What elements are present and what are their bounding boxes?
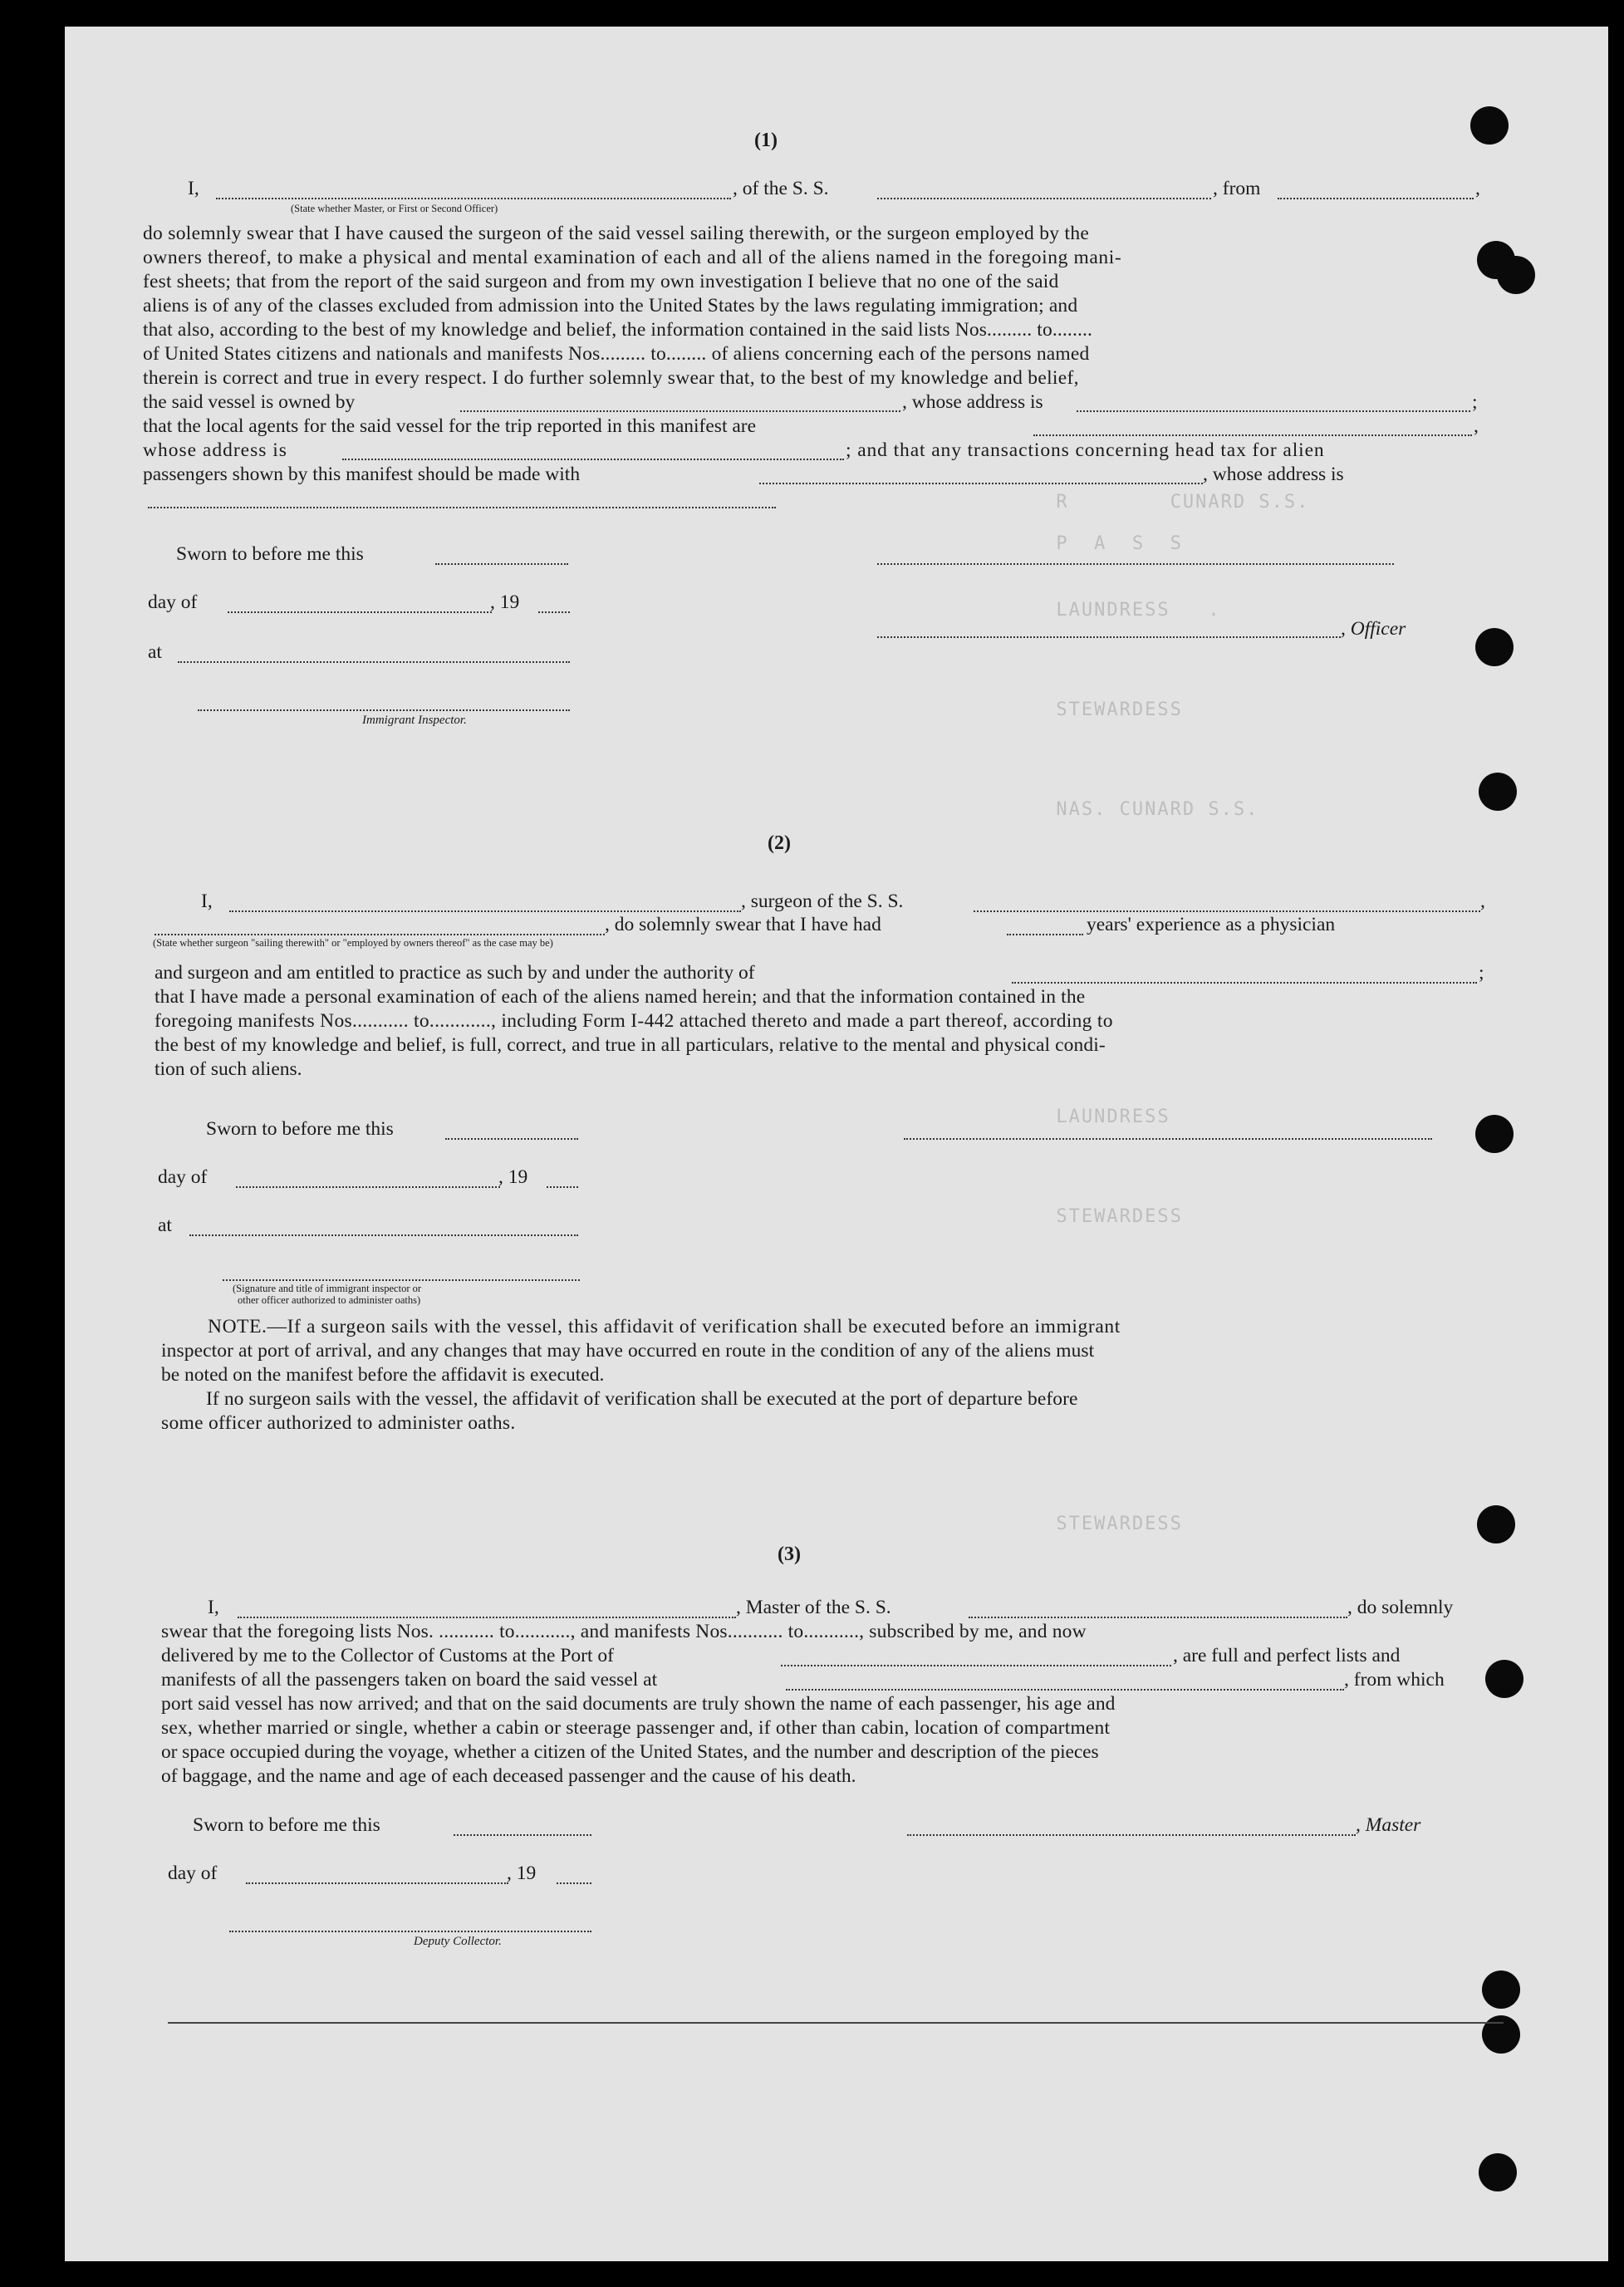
section-1-caption: (State whether Master, or First or Second Officer) (291, 203, 498, 214)
section-1-para-line: do solemnly swear that I have caused the surgeon of the said vessel sailing therewith, or the surgeon employed by the (143, 223, 1090, 244)
section-2-i: I, (201, 891, 213, 912)
section-1-para-line: fest sheets; that from the report of the said surgeon and from my own investigation I believe that no one of the said (143, 271, 1059, 292)
punch-hole (1482, 1970, 1520, 2009)
trailing-comma: , (1475, 178, 1480, 199)
head-tax-text: ; and that any transactions concerning head tax for alien (846, 439, 1325, 461)
from-which-label: , from which (1344, 1669, 1445, 1691)
full-and-perfect-label: , are full and perfect lists and (1173, 1645, 1401, 1666)
agent-address-blank[interactable] (342, 459, 844, 460)
punch-hole (1479, 2153, 1517, 2191)
section-3-para-line: sex, whether married or single, whether a cabin or steerage passenger and, if other than cabin, location of compartment (161, 1717, 1111, 1739)
officer-signature-blank-top[interactable] (877, 563, 1394, 565)
bleed-through-text: LAUNDRESS . (879, 600, 1259, 621)
owner-blank[interactable] (460, 410, 900, 412)
collector-port-label: delivered by me to the Collector of Customs at the Port of (161, 1645, 614, 1666)
sworn-date-blank-2[interactable] (445, 1138, 578, 1140)
signature-caption-2: other officer authorized to administer oaths) (238, 1294, 421, 1306)
years-experience-blank[interactable] (1007, 934, 1083, 935)
sworn-label-2: Sworn to before me this (206, 1118, 394, 1140)
section-3-para-line: swear that the foregoing lists Nos. ........... to..........., and manifests Nos........... to..........., subscribed by me, and now (161, 1621, 1087, 1642)
of-ss-label: , of the S. S. (733, 178, 829, 199)
collector-port-blank[interactable] (781, 1665, 1171, 1666)
punch-hole (1477, 1505, 1515, 1543)
punch-hole (1479, 773, 1517, 811)
at-label-2: at (158, 1215, 172, 1236)
year-19-label-2: , 19 (498, 1166, 528, 1188)
at-blank-2[interactable] (189, 1234, 578, 1236)
transactions-label: passengers shown by this manifest should be made with (143, 464, 581, 485)
note-line: If no surgeon sails with the vessel, the affidavit of verification shall be executed at the port of departure before (206, 1388, 1078, 1410)
note-line: inspector at port of arrival, and any changes that may have occurred en route in the condition of any of the aliens must (161, 1340, 1095, 1362)
section-2-para-line: the best of my knowledge and belief, is full, correct, and true in all particulars, relative to the mental and physical condi- (155, 1034, 1106, 1056)
surgeon-of-label: , surgeon of the S. S. (741, 891, 904, 912)
section-3-para-line: or space occupied during the voyage, whether a citizen of the United States, and the number and description of the pieces (161, 1741, 1099, 1763)
section-1-i: I, (188, 178, 199, 199)
section-1-number: (1) (754, 130, 778, 151)
transactions-address-blank[interactable] (148, 507, 776, 508)
bleed-through-text: STEWARDESS (879, 1514, 1183, 1534)
bleed-through-text: STEWARDESS (879, 699, 1183, 720)
punch-hole (1475, 628, 1514, 666)
local-agents-blank[interactable] (1033, 434, 1472, 436)
punch-hole (1485, 1660, 1523, 1698)
surgeon-signature-blank[interactable] (904, 1138, 1432, 1140)
taken-on-board-label: manifests of all the passengers taken on board the said vessel at (161, 1669, 658, 1691)
local-agents-label: that the local agents for the said vessel for the trip reported in this manifest are (143, 415, 757, 437)
at-label-1: at (148, 641, 162, 663)
inspector-signature-blank[interactable] (198, 709, 570, 711)
from-port-blank[interactable] (1278, 198, 1474, 199)
years-experience-label: years' experience as a physician (1087, 914, 1336, 935)
year-blank-1[interactable] (538, 611, 570, 613)
bleed-through-text: P A S S (879, 533, 1183, 554)
immigrant-inspector-label: Immigrant Inspector. (362, 714, 467, 727)
punch-hole (1475, 1115, 1514, 1153)
officer-signature-blank[interactable] (877, 636, 1341, 638)
day-of-blank-3[interactable] (246, 1882, 508, 1884)
master-of-label: , Master of the S. S. (736, 1597, 891, 1618)
officer-label: , Officer (1341, 618, 1406, 640)
section-3-para-line: of baggage, and the name and age of each deceased passenger and the cause of his death. (161, 1765, 856, 1787)
master-name-blank-3[interactable] (238, 1617, 736, 1618)
ship-name-blank-3[interactable] (969, 1617, 1347, 1618)
do-solemnly-swear-label: , do solemnly swear that I have had (605, 914, 881, 935)
day-of-blank-2[interactable] (236, 1186, 500, 1188)
day-of-label-2: day of (158, 1166, 208, 1188)
owned-by-label: the said vessel is owned by (143, 391, 356, 413)
year-19-label-3: , 19 (507, 1862, 537, 1884)
agent-address-label: whose address is (143, 439, 287, 461)
bleed-through-text: STEWARDESS (879, 1206, 1183, 1227)
section-2-caption: (State whether surgeon "sailing therewith" or "employed by owners thereof" as the case may be) (153, 937, 553, 949)
trailing-semicolon: ; (1472, 391, 1478, 413)
from-label: , from (1213, 178, 1261, 199)
note-line: be noted on the manifest before the affidavit is executed. (161, 1364, 605, 1386)
punch-hole (1482, 2015, 1520, 2054)
section-1-para-line: that also, according to the best of my knowledge and belief, the information contained in the said lists Nos......... to........ (143, 319, 1093, 341)
day-of-label-3: day of (168, 1862, 218, 1884)
year-blank-3[interactable] (557, 1882, 591, 1884)
section-2-para-line: that I have made a personal examination of each of the aliens named herein; and that the information contained in the (155, 986, 1086, 1008)
section-2-para-line: tion of such aliens. (155, 1058, 302, 1080)
ship-name-blank[interactable] (877, 198, 1211, 199)
transactions-blank[interactable] (759, 483, 1203, 484)
do-solemnly-label: , do solemnly (1347, 1597, 1454, 1618)
punch-hole (1470, 106, 1509, 145)
section-3-number: (3) (778, 1543, 801, 1565)
punch-hole (1497, 256, 1535, 294)
day-of-label-1: day of (148, 591, 198, 613)
sworn-date-blank-3[interactable] (454, 1834, 591, 1836)
sworn-date-blank-1[interactable] (435, 563, 568, 565)
year-19-label-1: , 19 (490, 591, 520, 613)
master-signature-blank[interactable] (907, 1834, 1356, 1836)
day-of-blank-1[interactable] (228, 611, 492, 613)
bottom-rule (168, 2022, 1504, 2024)
section-1-para-line: therein is correct and true in every respect. I do further solemnly swear that, to the best of my knowledge and belief, (143, 367, 1079, 389)
section-2-para-line: foregoing manifests Nos........... to............, including Form I-442 attached thereto and made a part thereof, according to (155, 1010, 1113, 1032)
sworn-label-1: Sworn to before me this (176, 543, 364, 565)
deputy-collector-label: Deputy Collector. (414, 1935, 502, 1948)
authority-label: and surgeon and am entitled to practice as such by and under the authority of (155, 962, 755, 984)
owner-address-blank[interactable] (1077, 410, 1470, 412)
trailing-comma: , (1480, 891, 1485, 912)
bleed-through-text: NAS. CUNARD S.S. (879, 799, 1259, 820)
note-line: some officer authorized to administer oaths. (161, 1412, 516, 1434)
whose-address-label: , whose address is (902, 391, 1043, 413)
trailing-semicolon: ; (1479, 962, 1484, 984)
master-name-blank[interactable] (216, 198, 731, 199)
surgeon-status-blank[interactable] (155, 934, 605, 935)
section-1-para-line: owners thereof, to make a physical and mental examination of each and all of the aliens named in the foregoing mani- (143, 247, 1122, 268)
section-2-number: (2) (768, 832, 791, 854)
section-1-para-line: of United States citizens and nationals and manifests Nos......... to........ of aliens concerning each of the persons named (143, 343, 1090, 365)
section-1-para-line: aliens is of any of the classes excluded from admission into the United States by the laws regulating immigration; and (143, 295, 1078, 317)
at-blank-1[interactable] (178, 661, 570, 663)
manifest-affidavit-page (65, 27, 1608, 2261)
sworn-label-3: Sworn to before me this (193, 1814, 380, 1836)
trailing-comma: , (1474, 415, 1479, 437)
whose-address-end: , whose address is (1203, 464, 1344, 485)
deputy-collector-signature-blank[interactable] (229, 1931, 591, 1932)
authority-blank[interactable] (1012, 982, 1477, 984)
port-of-departure-blank[interactable] (786, 1689, 1344, 1691)
section-3-para-line: port said vessel has now arrived; and that on the said documents are truly shown the name of each passenger, his age and (161, 1693, 1116, 1715)
bleed-through-text: R CUNARD S.S. (879, 492, 1310, 513)
signature-caption-1: (Signature and title of immigrant inspector or (233, 1283, 422, 1294)
note-line: NOTE.—If a surgeon sails with the vessel, this affidavit of verification shall be executed before an immigrant (208, 1316, 1121, 1337)
year-blank-2[interactable] (547, 1186, 578, 1188)
inspector-signature-blank-2[interactable] (223, 1279, 580, 1281)
section-3-i: I, (208, 1597, 219, 1618)
master-label: , Master (1356, 1814, 1421, 1836)
bleed-through-text: LAUNDRESS (879, 1107, 1170, 1127)
